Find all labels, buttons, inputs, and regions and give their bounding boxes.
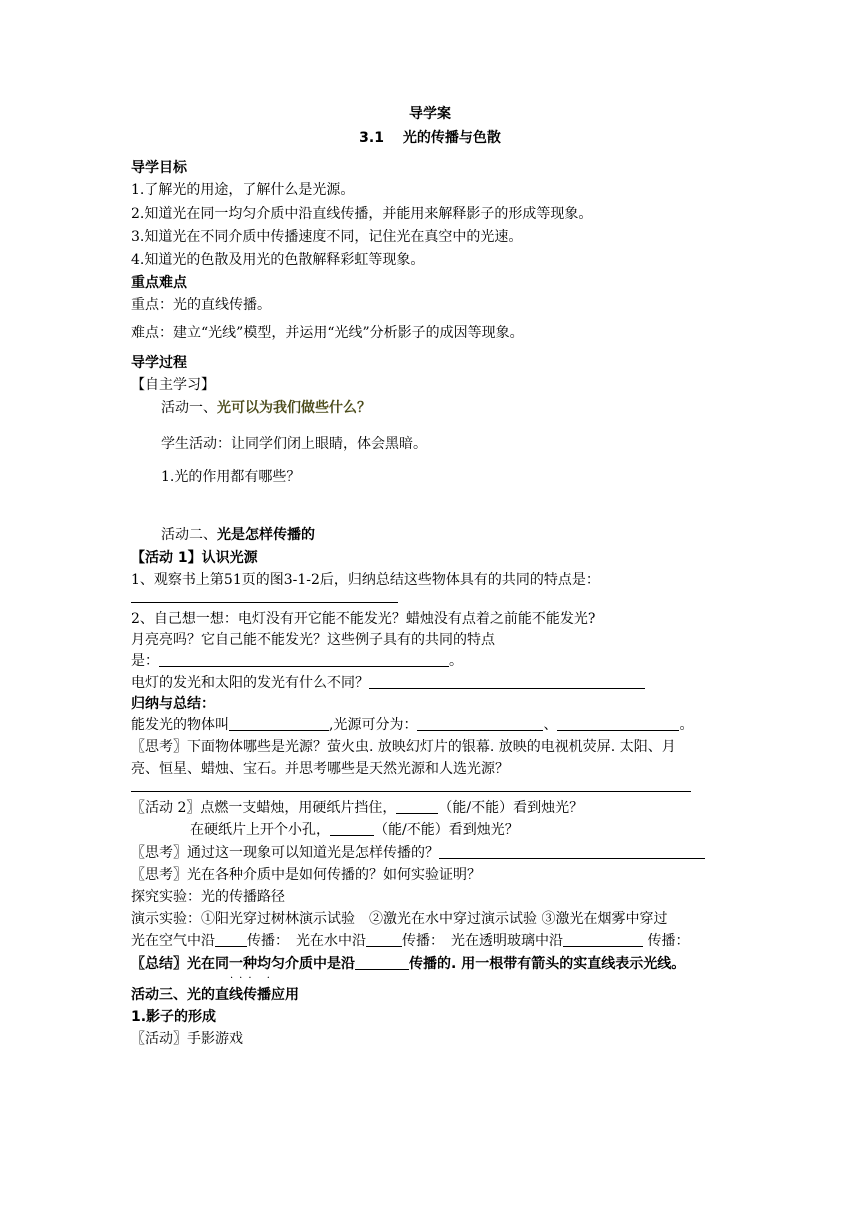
activity-2-line-2-a: 在硬纸片上开个小孔， — [190, 822, 330, 838]
paragraph-6-a: 能发光的物体叫 — [131, 717, 229, 733]
activity-2-line-2 — [190, 820, 519, 840]
paragraph-4 — [131, 651, 463, 671]
focus-text: 重点：光的直线传播。 — [131, 297, 271, 313]
activity-2-line-1-b: （能/不能）看到烛光？ — [438, 800, 584, 816]
propagation-d: 传播： — [643, 933, 690, 949]
shadow-heading: 1.影子的形成 — [131, 1009, 217, 1025]
hand-shadow-activity: 〖活动〗手影游戏 — [131, 1031, 243, 1047]
goal-item: 2.知道光在同一均匀介质中沿直线传播，并能用来解释影子的形成等现象。 — [131, 206, 593, 222]
paragraph-6-d: 。 — [679, 717, 694, 733]
goals-heading: 导学目标 — [131, 160, 187, 176]
paragraph-5-text: 电灯的发光和太阳的发光有什么不同？ — [131, 675, 369, 691]
activity-2-line-2-b: （能/不能）看到烛光？ — [374, 822, 519, 838]
answer-blank — [215, 932, 247, 947]
student-activity: 学生活动：让同学们闭上眼睛，体会黑暗。 — [161, 436, 427, 452]
key-heading: 重点难点 — [131, 275, 187, 291]
self-study-label: 【自主学习】 — [131, 377, 215, 393]
answer-blank — [557, 716, 679, 731]
propagation-c: 传播： 光在透明玻璃中沿 — [402, 933, 563, 949]
emphasis-dots: ··· · — [230, 973, 276, 984]
propagation-line — [131, 931, 689, 951]
activity-2-line-1-a: 〖活动 2〗点燃一支蜡烛，用硬纸片挡住， — [131, 800, 397, 816]
explore-line: 探究实验：光的传播路径 — [131, 889, 285, 905]
paragraph-3: 月亮亮吗？它自己能不能发光？这些例子具有的共同的特点 — [131, 632, 495, 648]
think-2 — [131, 843, 705, 863]
answer-blank — [330, 821, 374, 836]
activity-2-line-1 — [131, 798, 583, 818]
difficulty-text: 难点：建立“光线”模型，并运用“光线”分析影子的成因等现象。 — [131, 325, 524, 341]
activity-one-prefix: 活动一、 — [161, 400, 217, 416]
propagation-a: 光在空气中沿 — [131, 933, 215, 949]
activity-two-prefix: 活动二、 — [161, 527, 217, 543]
paragraph-6-b: ,光源可分为： — [329, 717, 418, 733]
answer-blank — [229, 716, 329, 731]
answer-blank — [439, 844, 705, 859]
demo-line: 演示实验：①阳光穿过树林演示试验 ②激光在水中穿过演示试验 ③激光在烟雾中穿过 — [131, 911, 668, 927]
doc-subtitle: 3.1 光的传播与色散 — [359, 130, 501, 146]
goal-item: 4.知道光的色散及用光的色散解释彩虹等现象。 — [131, 252, 425, 268]
paragraph-4-end: 。 — [449, 653, 463, 669]
think-3: 〖思考〗光在各种介质中是如何传播的？如何实验证明？ — [131, 867, 481, 883]
propagation-b: 传播： 光在水中沿 — [247, 933, 366, 949]
answer-blank — [396, 799, 438, 814]
think-1b: 亮、恒星、蜡烛、宝石。并思考哪些是天然光源和人选光源？ — [131, 761, 509, 777]
answer-blank — [366, 932, 402, 947]
process-heading: 导学过程 — [131, 355, 187, 371]
paragraph-6-c: 、 — [543, 717, 558, 733]
conclusion-b: 传播的. 用一根带有箭头的实直线表示光线。 — [409, 956, 686, 972]
activity-two-title: 光是怎样传播的 — [217, 527, 315, 543]
answer-blank — [159, 652, 449, 667]
question-1: 1.光的作用都有哪些？ — [161, 469, 301, 485]
activity-one-title: 光可以为我们做些什么？ — [217, 400, 371, 416]
answer-blank — [369, 674, 645, 689]
think-2-text: 〖思考〗通过这一现象可以知道光是怎样传播的？ — [131, 845, 439, 861]
paragraph-4-start: 是： — [131, 653, 159, 669]
answer-blank — [563, 932, 643, 947]
activity-one-line — [161, 398, 371, 418]
answer-blank — [131, 791, 691, 792]
answer-blank — [355, 955, 409, 970]
paragraph-6 — [131, 715, 693, 735]
paragraph-2: 2、自己想一想：电灯没有开它能不能发光？蜡烛没有点着之前能不能发光? — [131, 611, 596, 627]
activity-three-heading: 活动三、光的直线传播应用 — [131, 987, 299, 1003]
goal-item: 1.了解光的用途，了解什么是光源。 — [131, 182, 355, 198]
doc-title: 导学案 — [409, 106, 451, 122]
conclusion-line — [131, 954, 685, 974]
activity-two-line — [161, 525, 315, 545]
answer-blank — [131, 602, 398, 603]
goal-item: 3.知道光在不同介质中传播速度不同，记住光在真空中的光速。 — [131, 229, 523, 245]
paragraph-1: 1、观察书上第51页的图3-1-2后，归纳总结这些物体具有的共同的特点是： — [131, 572, 600, 588]
paragraph-5 — [131, 673, 645, 693]
activity-1-heading: 【活动 1】认识光源 — [131, 550, 258, 566]
answer-blank — [417, 716, 543, 731]
think-1: 〖思考〗下面物体哪些是光源？萤火虫. 放映幻灯片的银幕. 放映的电视机荧屏. 太阳、月 — [131, 739, 676, 755]
summary-heading: 归纳与总结： — [131, 696, 215, 712]
conclusion-a: 〖总结〗光在同一种均匀介质中是沿 — [131, 956, 355, 972]
